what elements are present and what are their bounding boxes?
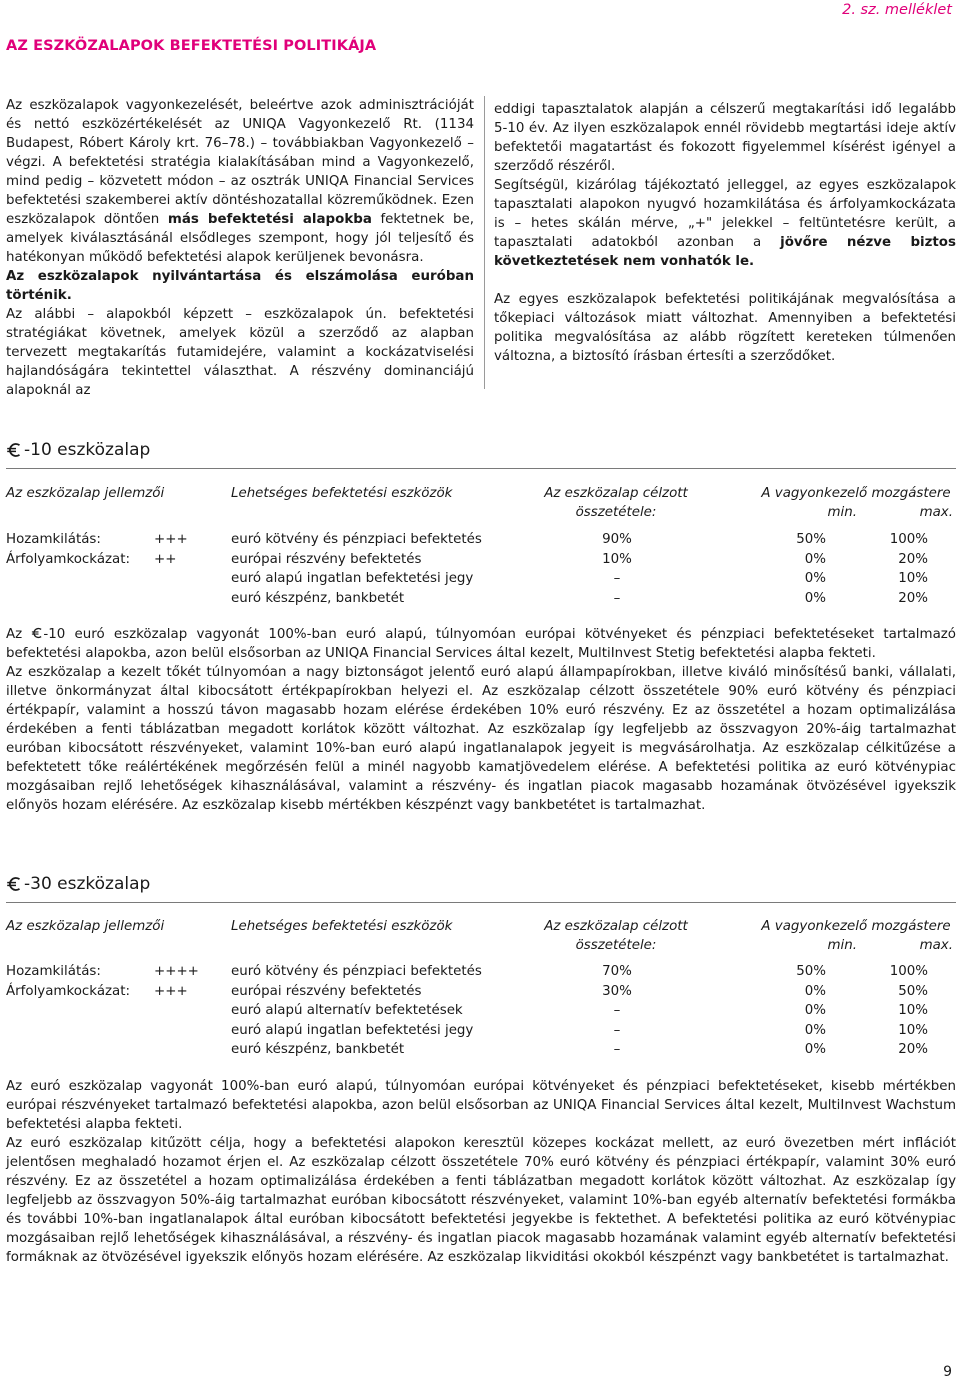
column-divider — [484, 96, 485, 389]
table-header: Az eszközalap jellemzői Lehetséges befektetési eszközök Az eszközalap célzott összetétele: A vagyonkezelő mozgástere min. max. — [6, 919, 953, 953]
table-row: euró alapú ingatlan befektetési jegy – 0% 10% — [231, 571, 928, 586]
intro-paragraph-1: Az eszközalapok vagyonkezelését, beleértve azok adminisztrációját és nettó eszközértékelését az UNIQA Vagyonkezelő Rt. (1134 Budapest, Róbert Károly krt. 76–78.) – továbbiakban Vagyonkezelő – végzi. A befektetési stratégia kialakításában mind a Vagyonkezelő, mind pedig – közvetett módon – az osztrák UNIQA Financial Services befektetési szakemberei aktív döntéshozatallal közreműködnek. Ezen eszközalapok döntően más befektetési alapokba fektetnek be, amelyek kiválasztásánál elsődleges szempont, hogy jól teljesítő és hatékonyan működő befektetési alapok kerüljenek bevonásra. — [6, 98, 474, 265]
intro-paragraph-6: Az egyes eszközalapok befektetési politikájának megvalósítása a tőkepiaci változások miatt változhat. Amennyiben a befektetési politika megvalósítása az alább rögzített kereteken túlmenően változna, a biztosító írásban értesíti a szerződőket. — [494, 292, 956, 364]
page-title: AZ ESZKÖZALAPOK BEFEKTETÉSI POLITIKÁJA — [6, 38, 377, 54]
fund10-rule — [6, 468, 956, 469]
fund30-heading: -30 eszközalap — [6, 874, 150, 894]
intro-paragraph-3: Az alábbi – alapokból képzett – eszközalapok ún. befektetési stratégiákat követnek, amelyek közül a szerződő az alapban tervezett megtakarítás futamidejére, valamint a kockázatviselési hajlandóságára tekintettel választhat. A részvény dominanciájú alapoknál az — [6, 307, 474, 398]
page-number: 9 — [943, 1364, 952, 1380]
annex-label: 2. sz. melléklet — [842, 2, 952, 18]
table-row: Árfolyamkockázat: ++ európai részvény befektetés 10% 0% 20% — [6, 551, 928, 567]
intro-paragraph-5: Segítségül, kizárólag tájékoztató jelleggel, az egyes eszközalapok tapasztalati alapokon nyugvó hozamkilátása és árfolyamkockázata is – hetes skálán mérve, „+" jelekkel – feltüntetésre került, a tapasztalati adatokból azonban a jövőre nézve biztos következtetések nem vonhatók le. — [494, 178, 956, 269]
table-row: euró készpénz, bankbetét – 0% 20% — [231, 590, 928, 606]
table-row: Árfolyamkockázat: +++ európai részvény befektetés 30% 0% 50% — [6, 983, 928, 999]
fund30-paragraph-1: Az euró eszközalap vagyonát 100%-ban euró alapú, túlnyomóan európai kötvényeket és pénzpiaci befektetéseket, kisebb mértékben európai részvényeket tartalmazó befektetési alapokba, azon belül elsősorban az UNIQA Financial Services által kezelt, MultiInvest Wachstum befektetési alapba fekteti. — [6, 1079, 956, 1132]
fund10-paragraph-2: Az eszközalap a kezelt tőkét túlnyomóan a nagy biztonságot jelentő euró alapú állampapírokban, illetve kiváló minősítésű banki, vállalati, illetve önkormányzat által kibocsátott értékpapírokban helyezi el. Az eszközalap célzott összetétele 90% euró kötvény és pénzpiaci értékpapír, valamint a hosszú távon magasabb hozam elérése érdekében 10% euró részvény. Ez az összetétel a hozam optimalizálása érdekében a fenti táblázatban megadott korlátok között változhat. Az eszközalap így legfeljebb az összvagyon 20%-áig tartalmazhat euróban kibocsátott részvényeket, valamint 10%-ban euró alapú ingatlanalapok jegyeit is megvásárolhatja. Az eszközalap célkitűzése a befektetett tőke reálértékének megőrzésén felül a minél nagyobb kamatjövedelem elérése. A befektetési politika az euró kötvénypiac mozgásaiban rejlő lehetőségek kihasználásával, valamint a részvény- és ingatlan piacok magasabb hozamának ötvözésével igyekszik előnyös hozam elérésére. Az eszközalap kisebb mértékben készpénzt vagy bankbetétet is tartalmazhat. — [6, 665, 956, 813]
fund10-heading: -10 eszközalap — [6, 440, 150, 460]
intro-paragraph-2: Az eszközalapok nyilvántartása és elszámolása euróban történik. — [6, 269, 474, 303]
table-row: euró alapú alternatív befektetések – 0% 10% — [231, 1003, 928, 1018]
fund10-paragraph-1: Az -10 euró eszközalap vagyonát 100%-ban euró alapú, túlnyomóan európai kötvényeket és pénzpiaci befektetéseket tartalmazó befektetési alapokba, azon belül elsősorban az UNIQA Financial Services által kezelt, MultiInvest Stetig befektetési alapba fekteti. — [6, 627, 956, 661]
fund30-description — [6, 1077, 956, 1267]
euro-icon — [6, 876, 22, 892]
emphasis-other-funds: más befektetési alapokba — [167, 212, 372, 227]
table-row: Hozamkilátás: +++ euró kötvény és pénzpiaci befektetés 90% 50% 100% — [6, 532, 928, 547]
table-header: Az eszközalap jellemzői Lehetséges befektetési eszközök Az eszközalap célzott összetétele: A vagyonkezelő mozgástere min. max. — [6, 486, 953, 520]
fund10-table — [6, 484, 956, 608]
fund30-paragraph-2: Az euró eszközalap kitűzött célja, hogy a befektetési alapokon keresztül közepes kockázat mellett, az euró övezetben mért inflációt jelentősen meghaladó hozamot érjen el. Az eszközalap célzott összetétele 70% euró kötvény és pénzpiaci értékpapír, valamint 30% euró részvény. Ez az összetétel a hozam optimalizálása érdekében a fenti táblázatban megadott korlátok között változhat. Az eszközalap így legfeljebb az összvagyon 50%-áig tartalmazhat euróban kibocsátott részvényeket, valamint 10%-ban egyéb alternatív befektetési formákba és további 10%-ban ingatlanalapok által euróban kibocsátott befektetési jegyekbe is fektethet. A befektetési politika az euró kötvénypiac mozgásaiban rejlő lehetőségek kihasználásával, a részvény- és ingatlan piacok magasabb hozamának valamint egyéb alternatív befektetési formáknak az ötvözésével igyekszik előnyös hozam elérésére. Az eszközalap likviditási okokból készpénzt vagy bankbetétet is tartalmazhat. — [6, 1136, 956, 1265]
fund10-description — [6, 625, 956, 815]
intro-right-column — [494, 100, 956, 366]
euro-icon — [6, 442, 22, 458]
emphasis-no-conclusions: jövőre nézve biztos következtetések nem vonhatók le. — [494, 235, 956, 269]
intro-left-column — [6, 96, 474, 400]
table-row: euró készpénz, bankbetét – 0% 20% — [231, 1042, 928, 1057]
table-row: euró alapú ingatlan befektetési jegy – 0% 10% — [231, 1022, 928, 1038]
intro-paragraph-4: eddigi tapasztalatok alapján a célszerű megtakarítási idő legalább 5-10 év. Az ilyen eszközalapok ennél rövidebb megtartási ideje aktív befektetői magatartást és fokozott figyelemmel kísérést igényel a szerződő részéről. — [494, 102, 956, 174]
fund30-table — [6, 917, 956, 1060]
euro-icon — [31, 627, 43, 639]
fund30-rule — [6, 902, 956, 903]
table-row: Hozamkilátás: ++++ euró kötvény és pénzpiaci befektetés 70% 50% 100% — [6, 964, 928, 979]
